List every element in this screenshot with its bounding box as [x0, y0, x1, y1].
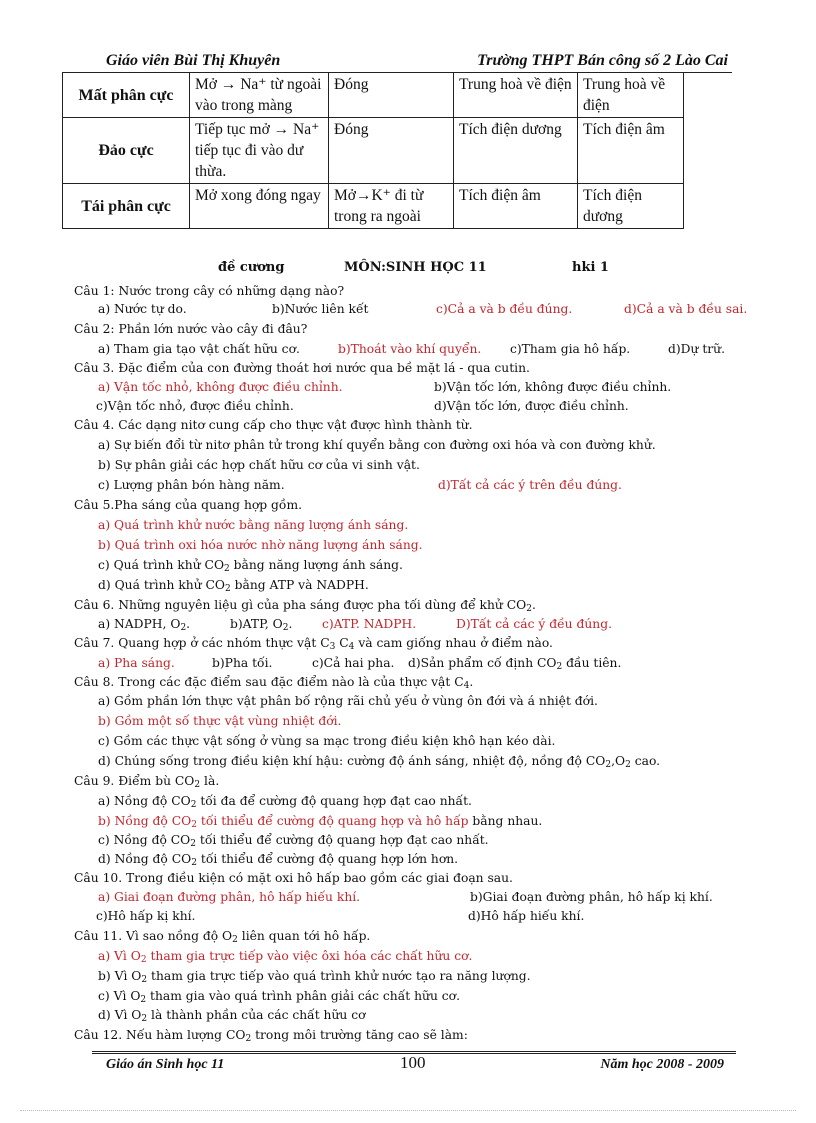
option-c: c) Lượng phân bón hàng năm. [98, 478, 285, 492]
option-a: a) Vận tốc nhỏ, không được điều chỉnh. [98, 380, 343, 394]
table-row [63, 184, 684, 229]
option-d: d)Vận tốc lớn, được điều chỉnh. [434, 399, 629, 413]
option-c: c) Quá trình khử $CO_2$ bằng năng lượng ánh sáng. [98, 558, 403, 574]
table-cell: Tiếp tục mở → Na⁺ tiếp tục đi vào dư thừa. [190, 118, 329, 184]
table-cell: Đóng [329, 73, 454, 118]
option-a: a) Tham gia tạo vật chất hữu cơ. [98, 342, 300, 356]
section-title [218, 260, 638, 280]
header-school: Trường THPT Bán công số 2 Lào Cai [477, 52, 728, 69]
stage-cell: Tái phân cực [63, 184, 190, 229]
table-cell: Trung hoà về điện [578, 73, 684, 118]
stage-cell: Đảo cực [63, 118, 190, 184]
header-teacher: Giáo viên Bùi Thị Khuyên [106, 52, 281, 69]
option-a: a) Nước tự do. [98, 302, 187, 316]
option-d: d) Quá trình khử $CO_2$ bằng ATP và NADPH. [98, 578, 369, 594]
option-a: a) Gồm phần lớn thực vật phân bố rộng rãi chủ yếu ở vùng ôn đới và á nhiệt đới. [98, 694, 598, 708]
table-row [63, 118, 684, 184]
table-cell: Trung hoà về điện [454, 73, 578, 118]
membrane-potential-table [62, 72, 684, 229]
footer-year: Năm học 2008 - 2009 [600, 1057, 724, 1072]
option-b: b) Sự phân giải các hợp chất hữu cơ của vi sinh vật. [98, 458, 420, 472]
table-cell: Đóng [329, 118, 454, 184]
question-12: Câu 12. Nếu hàm lượng $CO_2$ trong môi trường tăng cao sẽ làm: [74, 1028, 468, 1044]
option-c: c)Cả a và b đều đúng. [436, 302, 573, 316]
option-c: c)Hô hấp kị khí. [96, 909, 196, 923]
option-d: d) Chúng sống trong điều kiện khí hậu: cường độ ánh sáng, nhiệt độ, nồng độ $CO_2,O_2$ cao. [98, 754, 661, 770]
option-b: b) Gồm một số thực vật vùng nhiệt đới. [98, 714, 342, 728]
option-c: c)Cả hai pha. [312, 656, 395, 670]
question-7: Câu 7. Quang hợp ở các nhóm thực vật $C_3$ $C_4$ và cam giống nhau ở điểm nào. [74, 636, 553, 652]
title-term: hki 1 [572, 260, 609, 275]
option-c: c)Vận tốc nhỏ, được điều chỉnh. [96, 399, 294, 413]
option-c: c) Vì $O_2$ tham gia vào quá trình phân giải các chất hữu cơ. [98, 989, 460, 1005]
footer-course: Giáo án Sinh học 11 [106, 1057, 225, 1072]
table-cell: Tích điện âm [454, 184, 578, 229]
option-d: d) Vì $O_2$ là thành phần của các chất hữu cơ [98, 1008, 366, 1024]
question-11: Câu 11. Vì sao nồng độ $O_2$ liên quan tới hô hấp. [74, 929, 371, 945]
option-d: d) Nồng độ $CO_2$ tối thiểu để cường độ quang hợp lớn hơn. [98, 852, 459, 868]
option-a: a) Nồng độ $CO_2$ tối đa để cường độ quang hợp đạt cao nhất. [98, 794, 472, 810]
title-subject: MÔN:SINH HỌC 11 [344, 260, 487, 275]
question-3: Câu 3. Đặc điểm của con đường thoát hơi nước qua bề mặt lá - qua cutin. [74, 361, 530, 375]
option-b: b)Pha tối. [212, 656, 273, 670]
option-c: c) Gồm các thực vật sống ở vùng sa mạc trong điều kiện khô hạn kéo dài. [98, 734, 556, 748]
table-row [63, 73, 684, 118]
option-c: c)Tham gia hô hấp. [510, 342, 631, 356]
option-b: b) Nồng độ $CO_2$ tối thiểu để cường độ quang hợp và hô hấp bằng nhau. [98, 814, 543, 830]
option-b: b) Vì $O_2$ tham gia trực tiếp vào quá trình khử nước tạo ra năng lượng. [98, 969, 531, 985]
option-d: d)Tất cả các ý trên đều đúng. [438, 478, 622, 492]
option-d: d)Sản phẩm cố định $CO_2$ đầu tiên. [408, 656, 622, 672]
question-8: Câu 8. Trong các đặc điểm sau đặc điểm nào là của thực vật $C_4$. [74, 675, 474, 691]
page-bottom-dots [20, 1110, 796, 1111]
question-4: Câu 4. Các dạng nitơ cung cấp cho thực vật được hình thành từ. [74, 418, 473, 432]
option-d: D)Tất cả các ý đều đúng. [456, 617, 612, 631]
option-a: a) Sự biến đổi từ nitơ phân tử trong khí quyển bằng con đường oxi hóa và con đường khử. [98, 438, 656, 452]
option-d: d)Cả a và b đều sai. [624, 302, 748, 316]
table-cell: Tích điện dương [454, 118, 578, 184]
option-a: a) Giai đoạn đường phân, hô hấp hiếu khí. [98, 890, 361, 904]
option-a: a) NADPH, $O_2$. [98, 617, 191, 633]
option-c: c) Nồng độ $CO_2$ tối thiểu để cường độ quang hợp đạt cao nhất. [98, 833, 489, 849]
option-b: b)ATP, $O_2$. [230, 617, 293, 633]
option-a: a) Quá trình khử nước bằng năng lượng ánh sáng. [98, 518, 409, 532]
option-d: d)Dự trữ. [668, 342, 726, 356]
question-10: Câu 10. Trong điều kiện có mặt oxi hô hấp bao gồm các giai đoạn sau. [74, 871, 513, 885]
page-footer [92, 1053, 736, 1075]
table-cell: Tích điện âm [578, 118, 684, 184]
option-c: c)ATP. NADPH. [322, 617, 417, 631]
table-cell: Mở→K⁺ đi từ trong ra ngoài [329, 184, 454, 229]
stage-cell: Mất phân cực [63, 73, 190, 118]
table-cell: Tích điện dương [578, 184, 684, 229]
option-b: b)Giai đoạn đường phân, hô hấp kị khí. [470, 890, 713, 904]
question-6: Câu 6. Những nguyên liệu gì của pha sáng được pha tối dùng để khử $CO_2$. [74, 598, 536, 614]
option-a: a) Pha sáng. [98, 656, 175, 670]
page-header [100, 50, 732, 74]
option-b: b)Nước liên kết [272, 302, 369, 316]
table-cell: Mở xong đóng ngay [190, 184, 329, 229]
table-cell: Mở → Na⁺ từ ngoài vào trong màng [190, 73, 329, 118]
question-5: Câu 5.Pha sáng của quang hợp gồm. [74, 498, 303, 512]
page-number: 100 [400, 1053, 426, 1072]
option-b: b)Thoát vào khí quyển. [338, 342, 482, 356]
option-b: b) Quá trình oxi hóa nước nhờ năng lượng ánh sáng. [98, 538, 423, 552]
question-1: Câu 1: Nước trong cây có những dạng nào? [74, 284, 345, 298]
title-outline: đề cương [218, 260, 285, 275]
option-a: a) Vì $O_2$ tham gia trực tiếp vào việc ôxi hóa các chất hữu cơ. [98, 949, 473, 965]
question-2: Câu 2: Phần lớn nước vào cây đi đâu? [74, 322, 308, 336]
option-d: d)Hô hấp hiếu khí. [468, 909, 585, 923]
option-b: b)Vận tốc lớn, không được điều chỉnh. [434, 380, 672, 394]
question-9: Câu 9. Điểm bù $CO_2$ là. [74, 774, 220, 790]
